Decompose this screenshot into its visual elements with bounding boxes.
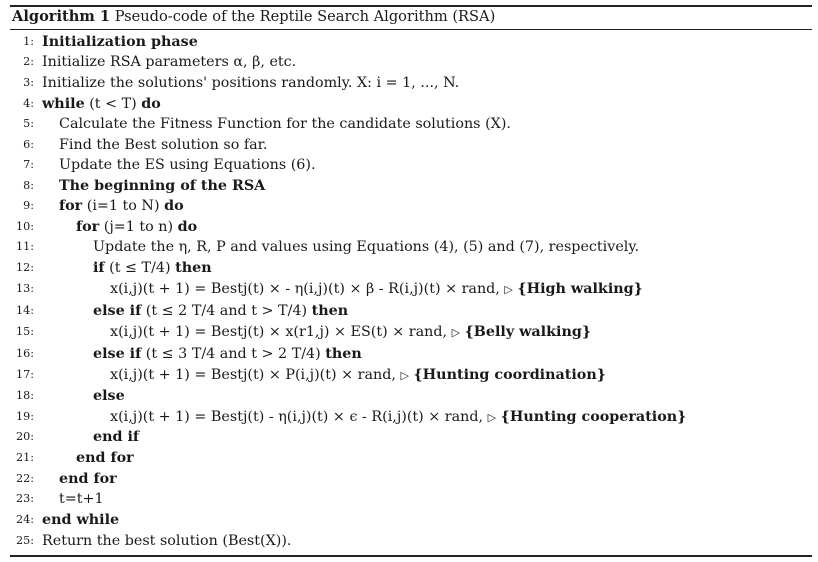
line-number: 9: — [23, 199, 34, 212]
line-number: 11: — [15, 240, 34, 253]
keyword: else — [93, 388, 125, 404]
keyword: for — [76, 219, 100, 235]
keyword: else if — [93, 303, 142, 319]
line-number: 15: — [15, 325, 34, 338]
line-number: 4: — [23, 97, 34, 110]
keyword: do — [141, 96, 161, 112]
line-text: (t ≤ T/4) — [109, 260, 171, 276]
comment-triangle-icon: ▷ — [400, 369, 409, 382]
line-text: x(i,j)(t + 1) = Bestj(t) × - η(i,j)(t) × β - R(i,j)(t) × rand, — [110, 281, 500, 297]
bottom-rule — [10, 555, 812, 557]
line-text: Initialize the solutions' positions randomly. X: i = 1, ..., N. — [42, 75, 460, 91]
keyword: end if — [93, 429, 140, 445]
line-number: 18: — [15, 389, 34, 402]
keyword: then — [311, 303, 349, 319]
line-number: 19: — [15, 410, 34, 423]
line-comment: {Hunting coordination} — [413, 367, 606, 383]
line-number: 13: — [15, 282, 34, 295]
keyword: do — [177, 219, 198, 235]
line-text: Return the best solution (Best(X)). — [42, 533, 292, 549]
line-text: x(i,j)(t + 1) = Bestj(t) × x(r1,j) × ES(t) × rand, — [110, 324, 448, 340]
line-text: (t ≤ 2 T/4 and t > T/4) — [145, 303, 308, 319]
comment-triangle-icon: ▷ — [504, 283, 513, 296]
line-number: 14: — [15, 304, 34, 317]
top-rule — [10, 5, 812, 7]
line-text: Initialize RSA parameters α, β, etc. — [42, 54, 297, 70]
line-text: (t ≤ 3 T/4 and t > 2 T/4) — [145, 346, 321, 362]
line-text: (t < T) — [89, 96, 137, 112]
line-text: Calculate the Fitness Function for the candidate solutions (X). — [59, 116, 511, 132]
line-number: 3: — [23, 76, 34, 89]
keyword: then — [325, 346, 362, 362]
line-text: Update the η, R, P and values using Equations (4), (5) and (7), respectively. — [93, 239, 640, 255]
line-number: 10: — [15, 220, 34, 233]
line-text: (j=1 to n) — [103, 219, 174, 235]
keyword: then — [175, 260, 212, 276]
algorithm-caption — [12, 8, 495, 25]
line-number: 17: — [15, 368, 34, 381]
keyword: do — [164, 198, 184, 214]
keyword: for — [59, 198, 83, 214]
line-number: 8: — [23, 179, 34, 192]
line-number: 24: — [15, 513, 34, 526]
line-number: 2: — [23, 55, 34, 68]
keyword: end for — [76, 450, 134, 466]
caption-rule — [10, 29, 812, 30]
line-text: x(i,j)(t + 1) = Bestj(t) × P(i,j)(t) × rand, — [110, 367, 396, 383]
line-text: The beginning of the RSA — [59, 178, 266, 194]
line-text: (i=1 to N) — [86, 198, 160, 214]
line-comment: {Belly walking} — [464, 324, 592, 340]
line-text: x(i,j)(t + 1) = Bestj(t) - η(i,j)(t) × ϵ - R(i,j)(t) × rand, — [110, 409, 484, 425]
line-number: 1: — [23, 35, 34, 48]
keyword: while — [42, 96, 85, 112]
keyword: if — [93, 260, 105, 276]
line-number: 23: — [15, 492, 34, 505]
keyword: end for — [59, 471, 117, 487]
caption-label: Algorithm 1 — [12, 8, 111, 25]
line-number: 6: — [23, 138, 34, 151]
keyword: else if — [93, 346, 142, 362]
line-comment: {Hunting cooperation} — [500, 409, 687, 425]
line-text: Update the ES using Equations (6). — [59, 157, 316, 173]
line-number: 20: — [15, 430, 34, 443]
line-text: Find the Best solution so far. — [59, 137, 268, 153]
line-comment: {High walking} — [517, 281, 643, 297]
comment-triangle-icon: ▷ — [451, 326, 461, 339]
keyword: end while — [42, 512, 120, 528]
line-number: 5: — [23, 117, 34, 130]
line-text: Initialization phase — [42, 34, 198, 50]
line-number: 21: — [15, 451, 34, 464]
line-number: 7: — [23, 158, 34, 171]
line-number: 16: — [15, 347, 34, 360]
comment-triangle-icon: ▷ — [487, 411, 497, 424]
line-text: t=t+1 — [59, 491, 104, 507]
line-number: 22: — [15, 472, 34, 485]
line-number: 25: — [15, 534, 34, 547]
line-number: 12: — [15, 261, 34, 274]
caption-title: Pseudo-code of the Reptile Search Algorithm (RSA) — [114, 8, 496, 25]
